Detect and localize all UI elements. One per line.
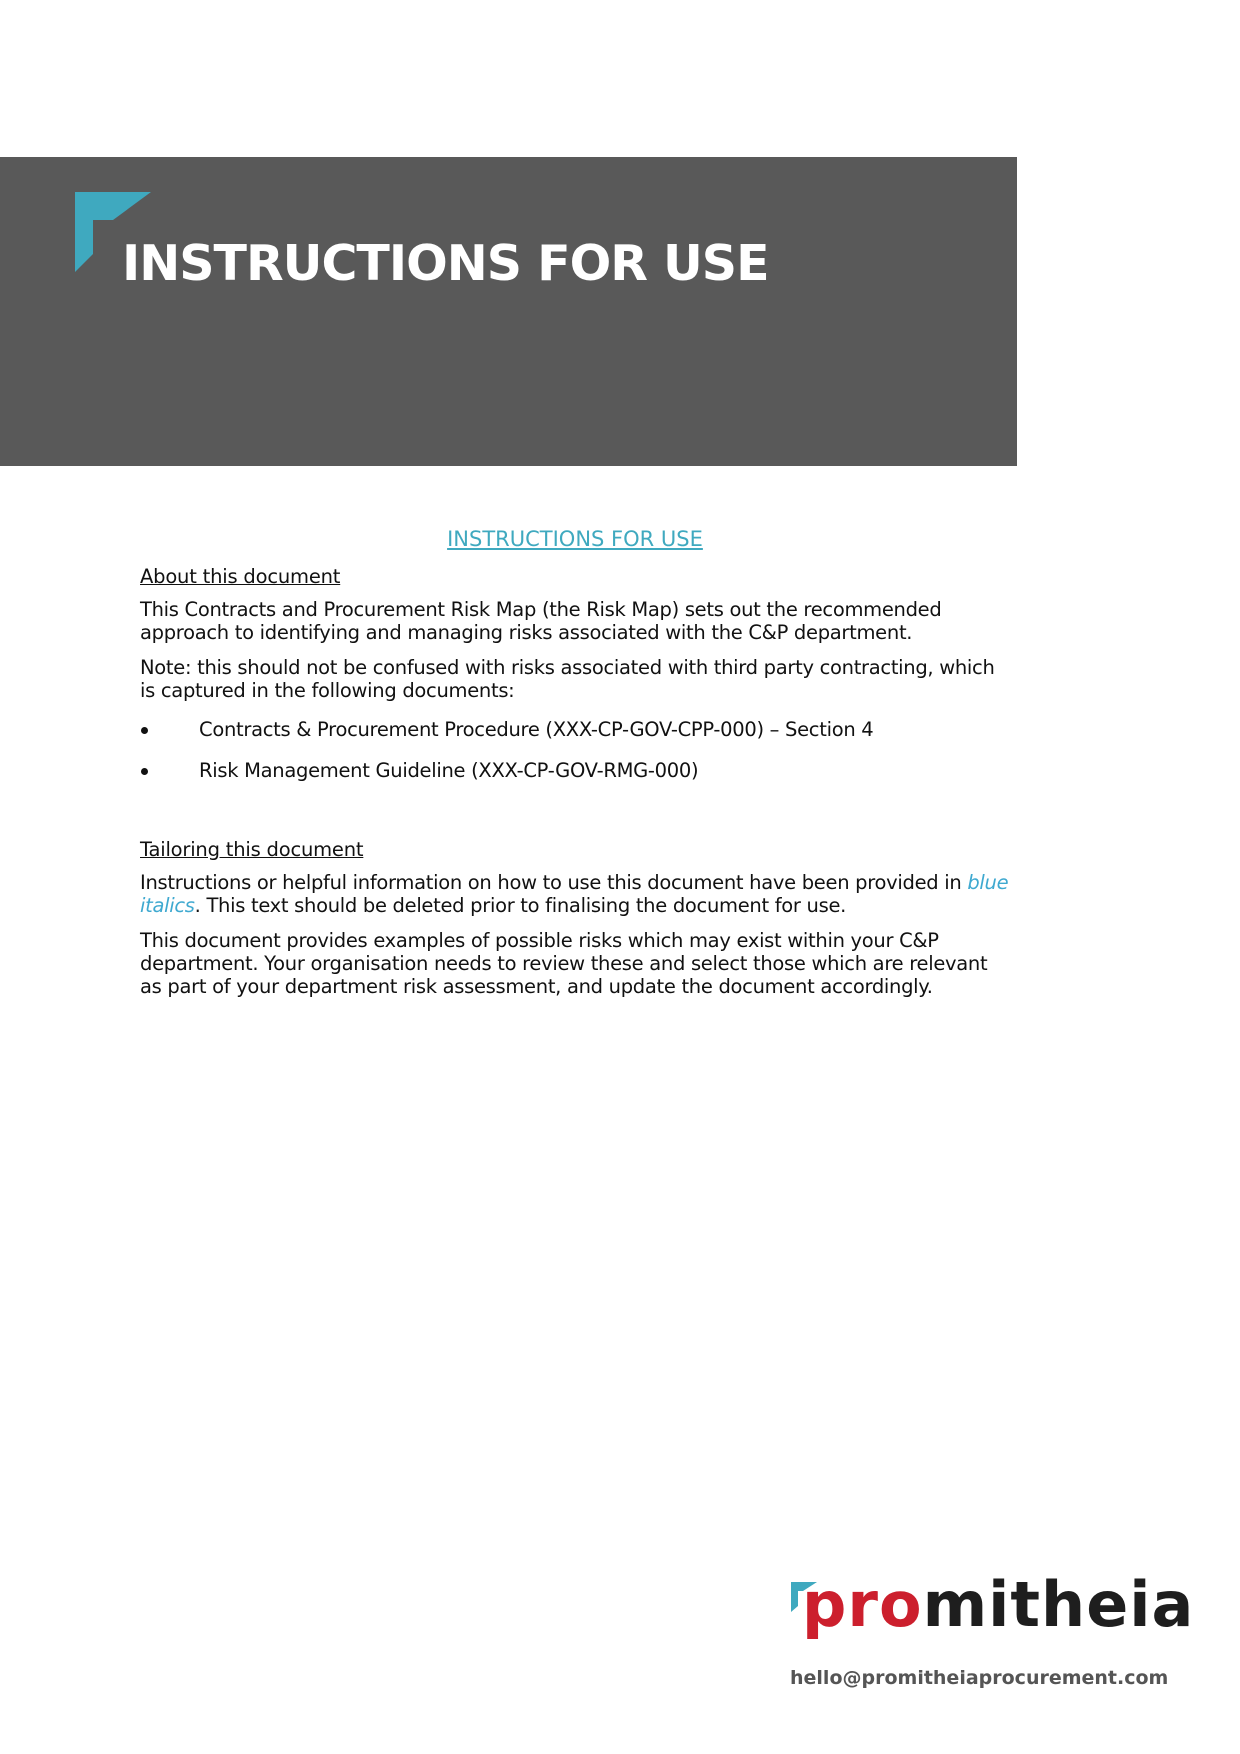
promitheia-logo xyxy=(788,1568,1195,1648)
tailoring-paragraph-1 xyxy=(140,871,1010,917)
header-banner xyxy=(0,157,1017,466)
spacer xyxy=(140,800,1010,838)
bullet-icon xyxy=(141,768,148,775)
document-list xyxy=(140,718,1010,782)
document-body xyxy=(140,527,1010,1010)
banner-title: INSTRUCTIONS FOR USE xyxy=(122,235,769,292)
tailoring-paragraph-2: This document provides examples of possible risks which may exist within your C&P department. Your organisation needs to review these and select those which are relevant as part of your department risk assessment, and update the document accordingly. xyxy=(140,929,988,998)
about-paragraph-2: Note: this should not be confused with risks associated with third party contracting, which is captured in the following documents: xyxy=(140,656,995,702)
list-item xyxy=(140,718,1010,741)
about-paragraph-1: This Contracts and Procurement Risk Map (the Risk Map) sets out the recommended approach to identifying and managing risks associated with the C&P department. xyxy=(140,598,942,644)
about-heading: About this document xyxy=(140,565,341,588)
logo-wordmark-rest: mitheia xyxy=(922,1568,1195,1641)
section-title: INSTRUCTIONS FOR USE xyxy=(447,527,703,551)
bullet-icon xyxy=(141,727,148,734)
tailoring-text-prefix: Instructions or helpful information on how to use this document have been provided in xyxy=(140,871,968,894)
tailoring-heading: Tailoring this document xyxy=(140,838,364,861)
logo-wordmark-pro: pro xyxy=(802,1568,923,1641)
tailoring-text-suffix: . This text should be deleted prior to finalising the document for use. xyxy=(194,894,847,917)
list-item-text: Risk Management Guideline (XXX-CP-GOV-RMG-000) xyxy=(199,759,699,782)
contact-email[interactable]: hello@promitheiaprocurement.com xyxy=(790,1667,1169,1689)
list-item-text: Contracts & Procurement Procedure (XXX-CP-GOV-CPP-000) – Section 4 xyxy=(199,718,874,741)
blue-italics-example: blue italics xyxy=(140,871,1009,917)
logo-wordmark xyxy=(802,1568,1194,1641)
list-item xyxy=(140,759,1010,782)
